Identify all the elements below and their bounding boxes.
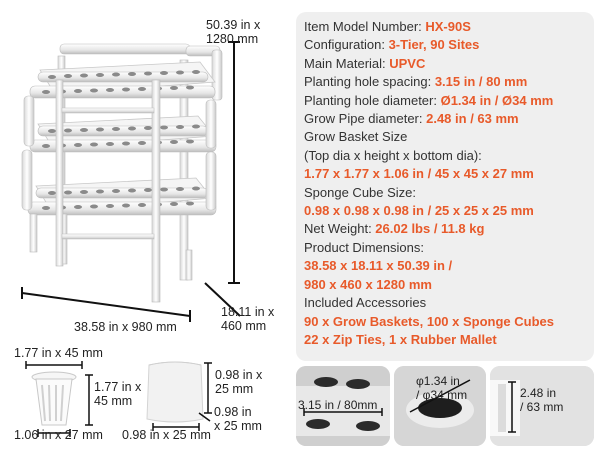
spec-product-label: Product Dimensions:	[304, 239, 424, 255]
detail-pipe-line-2: / 63 mm	[520, 400, 564, 414]
cube-height-label	[215, 368, 262, 396]
rack-depth-label	[221, 305, 274, 333]
spec-basket-note: (Top dia x height x bottom dia):	[304, 147, 482, 163]
detail-hole-diameter	[394, 366, 486, 446]
spec-accessories-value-2: 22 x Zip Ties, 1 x Rubber Mallet	[304, 331, 497, 347]
basket-bottom-label: 1.06 in x 27 mm	[14, 428, 103, 442]
rack-width-label: 38.58 in x 980 mm	[74, 320, 177, 334]
spec-product-value-2: 980 x 460 x 1280 mm	[304, 276, 432, 292]
spec-product-value-1: 38.58 x 18.11 x 50.39 in /	[304, 258, 453, 274]
spec-sponge-value: 0.98 x 0.98 x 0.98 in / 25 x 25 x 25 mm	[304, 203, 534, 219]
spec-material: Main Material: UPVC	[304, 55, 426, 71]
spec-model: Item Model Number: HX-90S	[304, 19, 471, 34]
rack-depth-line-1: 18.11 in x	[221, 305, 275, 319]
basket-height-line-2: 45 mm	[94, 394, 133, 408]
cube-height-line-2: 25 mm	[215, 382, 254, 396]
spec-pipe-diameter: Grow Pipe diameter: 2.48 in / 63 mm	[304, 111, 519, 127]
spec-weight: Net Weight: 26.02 lbs / 11.8 kg	[304, 221, 485, 237]
spec-basket-label: Grow Basket Size	[304, 129, 408, 145]
spec-sponge-label: Sponge Cube Size:	[304, 184, 417, 200]
rack-height-line-2: 1280 mm	[206, 32, 259, 46]
basket-top-label: 1.77 in x 45 mm	[14, 346, 103, 360]
rack-height-label	[206, 18, 260, 46]
cube-width-label: 0.98 in x 25 mm	[122, 428, 211, 442]
detail-diameter-line-1: φ1.34 in	[416, 374, 460, 388]
detail-hole-spacing	[296, 366, 390, 446]
spec-basket-value: 1.77 x 1.77 x 1.06 in / 45 x 45 x 27 mm	[304, 166, 534, 182]
rack-height-line-1: 50.39 in x	[206, 18, 261, 32]
spec-panel	[296, 12, 594, 361]
spec-accessories-label: Included Accessories	[304, 295, 427, 311]
detail-spacing-label: 3.15 in / 80mm	[298, 398, 378, 412]
basket-height-line-1: 1.77 in x	[94, 380, 142, 394]
cube-depth-label	[214, 405, 262, 433]
detail-pipe-label	[520, 386, 563, 414]
rack-depth-line-2: 460 mm	[221, 319, 267, 333]
cube-depth-line-1: 0.98 in	[214, 405, 252, 419]
cube-depth-line-2: x 25 mm	[214, 419, 262, 433]
detail-pipe-diameter	[490, 366, 594, 446]
spec-accessories-value-1: 90 x Grow Baskets, 100 x Sponge Cubes	[304, 313, 554, 329]
cube-height-line-1: 0.98 in x	[215, 368, 263, 382]
detail-diameter-line-2: / φ34 mm	[416, 388, 468, 402]
spec-hole-diameter: Planting hole diameter: Ø1.34 in / Ø34 mm	[304, 92, 554, 108]
hydroponic-rack-illustration	[0, 0, 290, 335]
detail-pipe-line-1: 2.48 in	[520, 386, 557, 400]
spec-configuration: Configuration: 3-Tier, 90 Sites	[304, 37, 480, 53]
detail-diameter-label	[416, 374, 467, 402]
spec-hole-spacing: Planting hole spacing: 3.15 in / 80 mm	[304, 74, 528, 90]
